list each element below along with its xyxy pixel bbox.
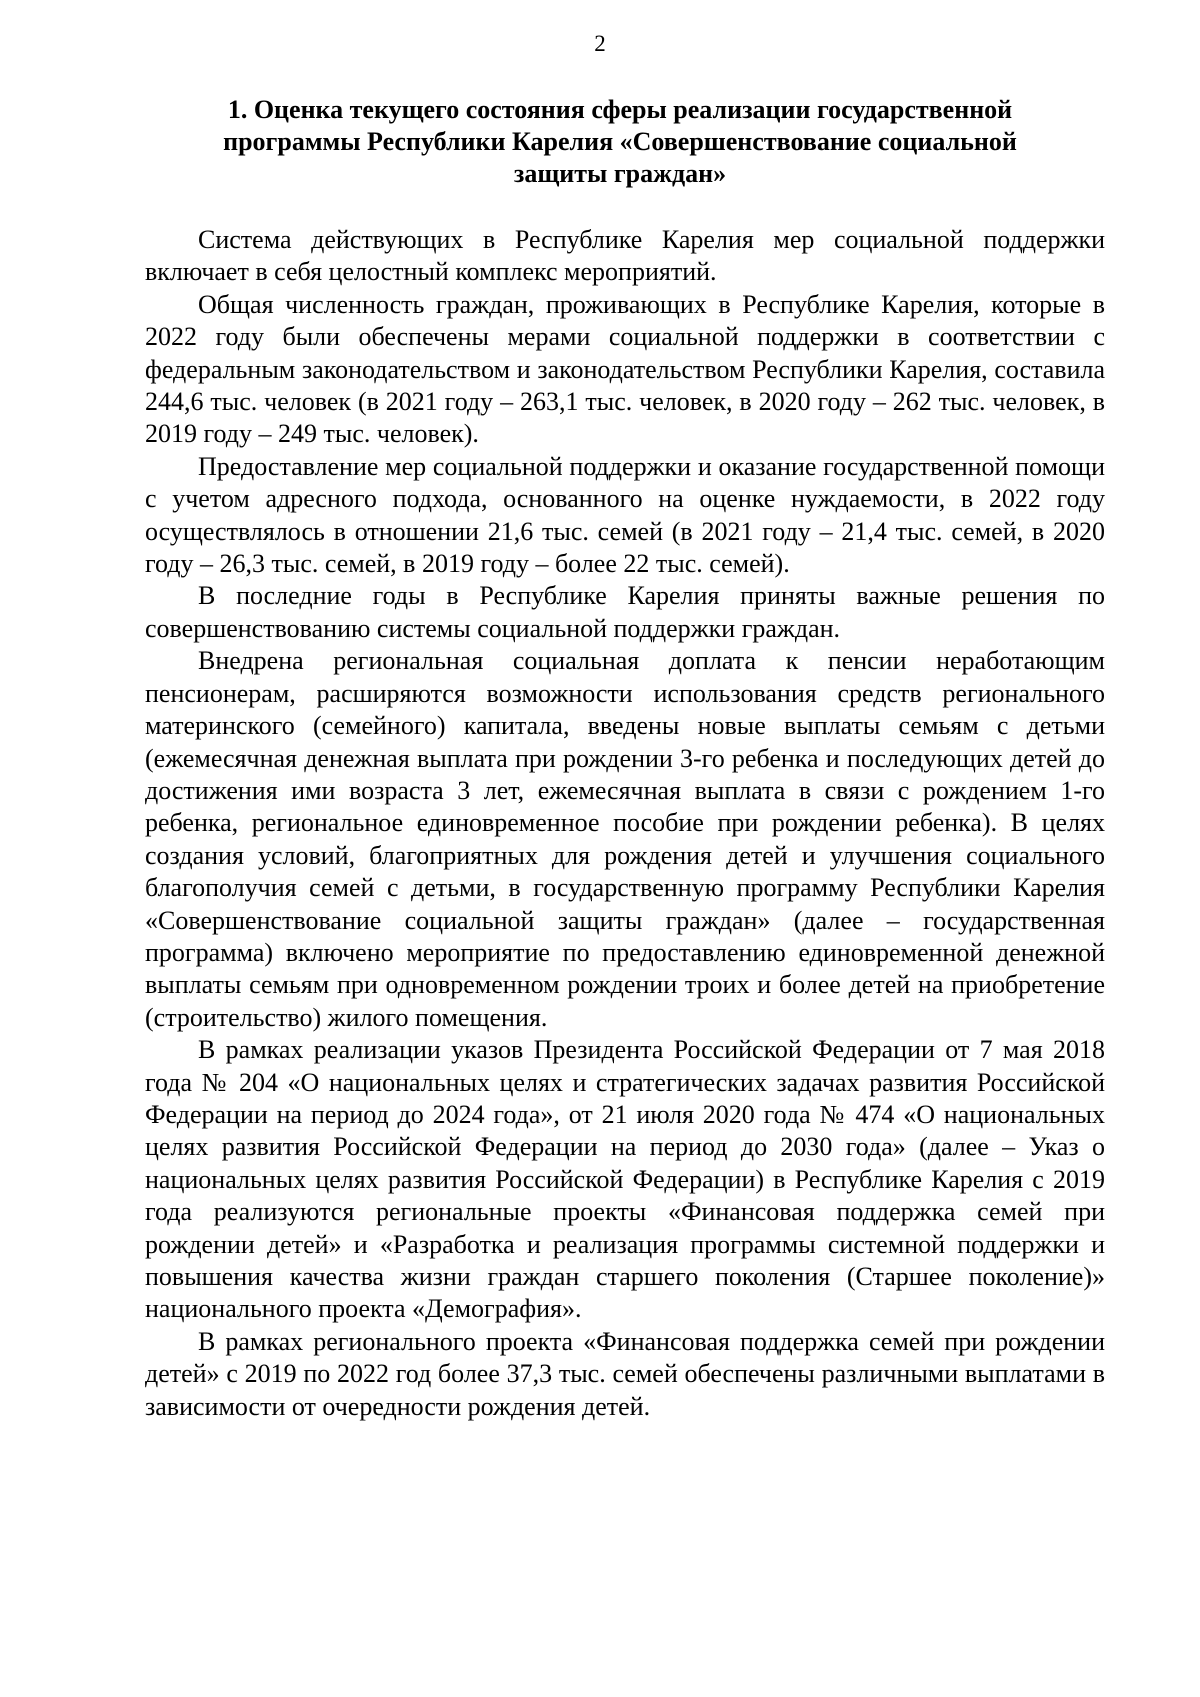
page-number: 2 (594, 31, 606, 56)
body-text (145, 224, 1105, 1423)
section-heading: 1. Оценка текущего состояния сферы реализации государственной программы Республики Карелия «Совершенствование социальной защиты граждан» (223, 95, 1017, 188)
paragraph: Внедрена региональная социальная доплата к пенсии неработающим пенсионерам, расширяются возможности использования средств регионального материнского (семейного) капитала, введены новые выплаты семьям с детьми (ежемесячная денежная выплата при рождении 3-го ребенка и последующих детей до достижения ими возраста 3 лет, ежемесячная выплата в связи с рождением 1-го ребенка, региональное единовременное пособие при рождении ребенка). В целях создания условий, благоприятных для рождения детей и улучшения социального благополучия семей с детьми, в государственную программу Республики Карелия «Совершенствование социальной защиты граждан» (далее – государственная программа) включено мероприятие по предоставлению единовременной денежной выплаты семьям при одновременном рождении троих и более детей на приобретение (строительство) жилого помещения. (145, 646, 1105, 1032)
paragraph: В последние годы в Республике Карелия приняты важные решения по совершенствованию системы социальной поддержки граждан. (145, 581, 1105, 643)
paragraph: В рамках регионального проекта «Финансовая поддержка семей при рождении детей» с 2019 по 2022 год более 37,3 тыс. семей обеспечены различными выплатами в зависимости от очередности рождения детей. (145, 1326, 1105, 1421)
paragraph: Общая численность граждан, проживающих в Республике Карелия, которые в 2022 году были обеспечены мерами социальной поддержки в соответствии с федеральным законодательством и законодательством Республики Карелия, составила 244,6 тыс. человек (в 2021 году – 263,1 тыс. человек, в 2020 году – 262 тыс. человек, в 2019 году – 249 тыс. человек). (145, 289, 1105, 449)
paragraph: Предоставление мер социальной поддержки и оказание государственной помощи с учетом адресного подхода, основанного на оценке нуждаемости, в 2022 году осуществлялось в отношении 21,6 тыс. семей (в 2021 году – 21,4 тыс. семей, в 2020 году – 26,3 тыс. семей, в 2019 году – более 22 тыс. семей). (145, 451, 1105, 579)
paragraph: В рамках реализации указов Президента Российской Федерации от 7 мая 2018 года № 204 «О национальных целях и стратегических задачах развития Российской Федерации на период до 2024 года», от 21 июля 2020 года № 474 «О национальных целях развития Российской Федерации на период до 2030 года» (далее – Указ о национальных целях развития Российской Федерации) в Республике Карелия с 2019 года реализуются региональные проекты «Финансовая поддержка семей при рождении детей» и «Разработка и реализация программы системной поддержки и повышения качества жизни граждан старшего поколения (Старшее поколение)» национального проекта «Демография». (145, 1035, 1105, 1324)
paragraph: Система действующих в Республике Карелия мер социальной поддержки включает в себя целостный комплекс мероприятий. (145, 225, 1105, 287)
